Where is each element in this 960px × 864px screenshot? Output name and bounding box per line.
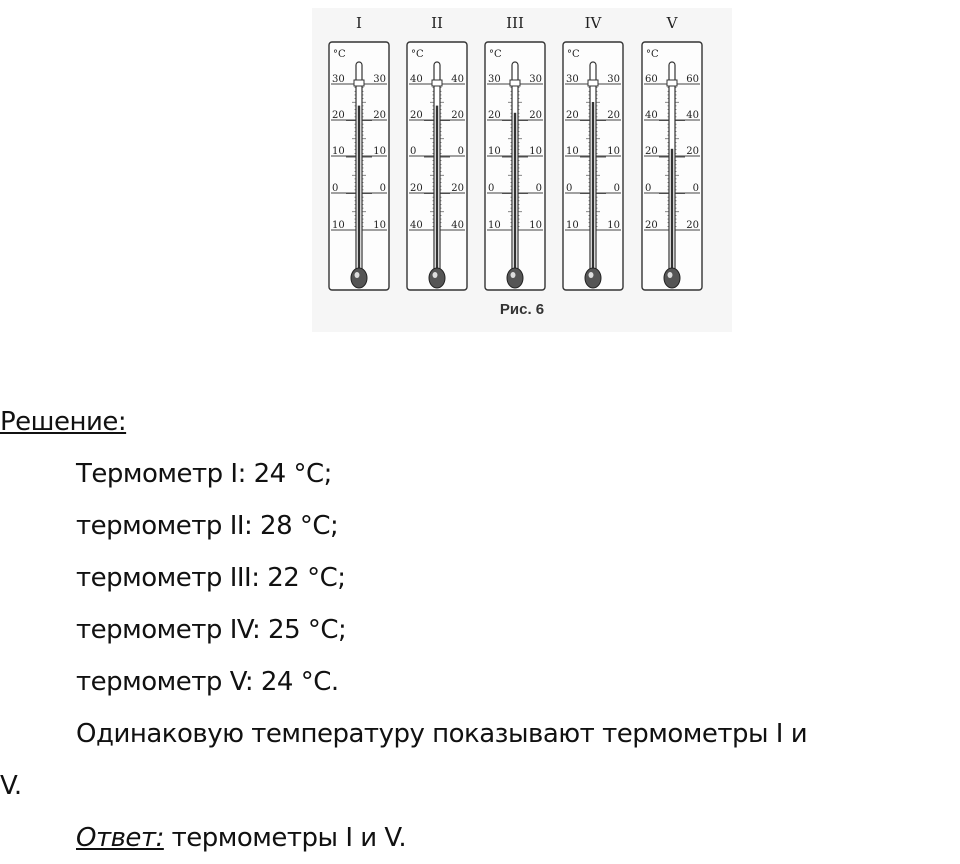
scale-label-right: 20 [607,110,620,121]
tube-cap [510,80,520,86]
conclusion-line: Одинаковую температуру показывают термометры I и [76,719,808,749]
scale-label-left: 0 [410,146,417,157]
thermometers-figure [312,8,732,332]
scale-label-left: 10 [332,220,345,231]
scale-label-left: 60 [645,74,658,85]
thermometer [407,42,467,290]
scale-label-right: 0 [692,183,699,194]
scale-label-right: 20 [529,110,542,121]
scale-label-right: 40 [451,74,464,85]
solution-heading: Решение: [0,407,127,437]
tube-cap [432,80,442,86]
scale-label-right: 40 [451,220,464,231]
bulb [585,268,601,288]
answer-label: Ответ: [76,823,164,853]
bulb-highlight [589,272,594,278]
scale-label-right: 20 [451,183,464,194]
scale-label-right: 10 [373,146,386,157]
scale-label-left: 10 [332,146,345,157]
scale-label-left: 10 [566,146,579,157]
answer-text: термометры I и V. [163,823,407,853]
scale-label-left: 0 [332,183,339,194]
scale-label-right: 0 [379,183,386,194]
thermometer [329,42,389,290]
liquid-column [592,102,594,278]
answer-line [0,812,960,864]
scale-label-left: 20 [410,110,423,121]
liquid-column [671,149,673,278]
scale-label-right: 10 [373,220,386,231]
solution-line: термометр II: 28 °C; [76,511,339,541]
thermometer-numeral: III [506,14,524,32]
tube-cap [588,80,598,86]
thermometer-numeral: I [356,14,362,32]
bulb [351,268,367,288]
scale-label-right: 20 [686,146,699,157]
bulb [507,268,523,288]
scale-label-left: 40 [410,220,423,231]
scale-label-right: 0 [613,183,620,194]
unit-label: °C [646,49,659,60]
conclusion-line-continued: V. [0,771,22,801]
scale-label-left: 40 [645,110,658,121]
unit-label: °C [411,49,424,60]
scale-label-left: 0 [488,183,495,194]
scale-label-left: 20 [566,110,579,121]
liquid-column [436,106,438,278]
scale-label-right: 30 [373,74,386,85]
scale-label-left: 20 [645,146,658,157]
scale-label-left: 10 [488,146,501,157]
unit-label: °C [489,49,502,60]
scale-label-right: 20 [686,220,699,231]
thermometer [563,42,623,290]
scale-label-right: 30 [529,74,542,85]
thermometer [485,42,545,290]
thermometer [642,42,702,290]
thermometer-numeral: V [666,14,678,32]
unit-label: °C [333,49,346,60]
solution-block [0,396,960,864]
scale-label-right: 10 [607,146,620,157]
solution-line: Термометр I: 24 °C; [76,459,332,489]
scale-label-right: 0 [535,183,542,194]
scale-label-left: 20 [332,110,345,121]
scale-label-left: 0 [566,183,573,194]
scale-label-right: 20 [451,110,464,121]
scale-label-left: 10 [566,220,579,231]
tube-cap [354,80,364,86]
scale-label-left: 30 [332,74,345,85]
scale-label-right: 60 [686,74,699,85]
scale-label-left: 30 [488,74,501,85]
bulb-highlight [668,272,673,278]
scale-label-left: 30 [566,74,579,85]
scale-label-right: 10 [529,146,542,157]
thermometer-numeral: IV [584,14,602,32]
scale-label-right: 10 [607,220,620,231]
bulb-highlight [511,272,516,278]
solution-line: термометр III: 22 °C; [76,563,346,593]
scale-label-left: 20 [410,183,423,194]
scale-label-left: 40 [410,74,423,85]
unit-label: °C [567,49,580,60]
figure-caption: Рис. 6 [499,301,545,318]
bulb-highlight [355,272,360,278]
scale-label-left: 0 [645,183,652,194]
scale-label-right: 40 [686,110,699,121]
scale-label-left: 10 [488,220,501,231]
tube-cap [667,80,677,86]
scale-label-left: 20 [645,220,658,231]
solution-line: термометр IV: 25 °C; [76,615,347,645]
liquid-column [358,106,360,278]
scale-label-right: 10 [529,220,542,231]
thermometer-numeral: II [431,14,443,32]
solution-line: термометр V: 24 °C. [76,667,339,697]
bulb-highlight [433,272,438,278]
bulb [664,268,680,288]
thermometers-drawing [312,8,732,298]
bulb [429,268,445,288]
scale-label-right: 30 [607,74,620,85]
scale-label-left: 20 [488,110,501,121]
scale-label-right: 20 [373,110,386,121]
liquid-column [514,113,516,278]
scale-label-right: 0 [457,146,464,157]
